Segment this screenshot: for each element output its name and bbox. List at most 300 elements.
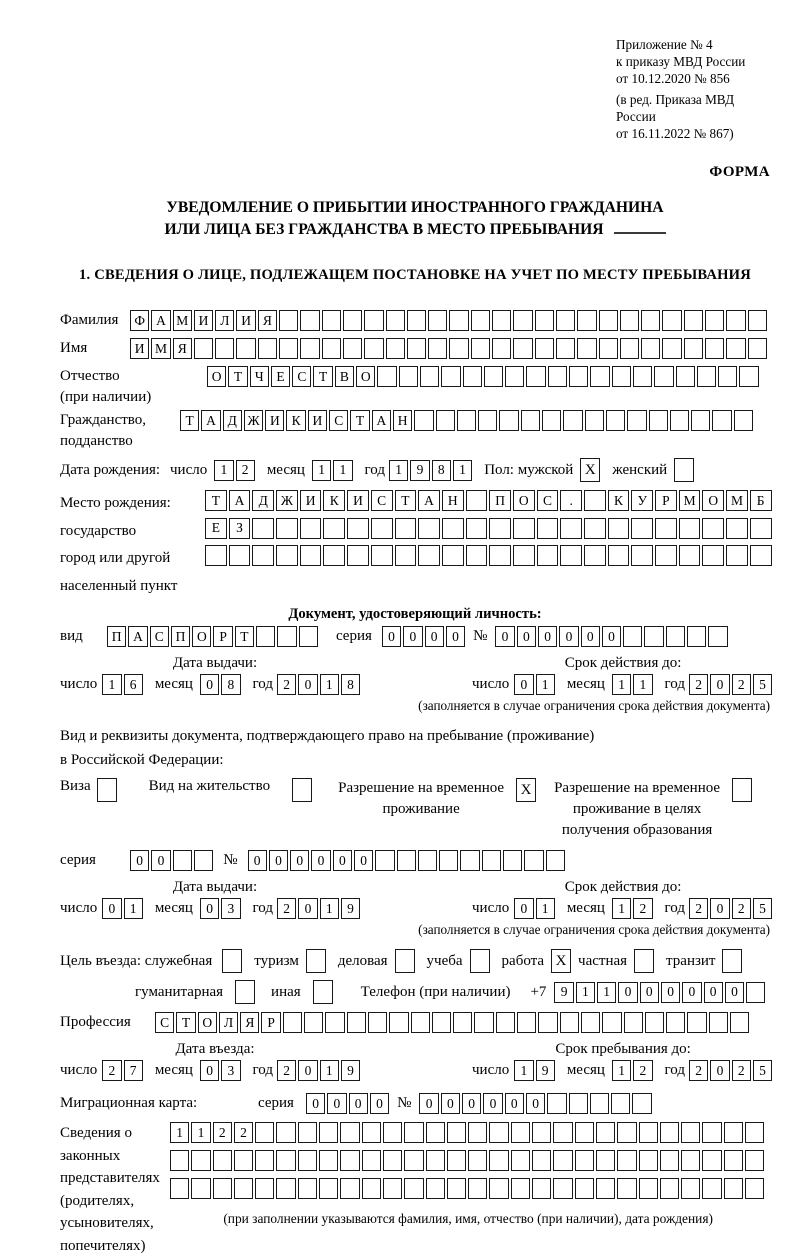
char-cell[interactable]: 6 xyxy=(124,674,143,695)
char-cell[interactable]: 0 xyxy=(298,898,317,919)
checkbox-cell[interactable]: X xyxy=(516,778,536,802)
char-cell[interactable] xyxy=(371,545,393,566)
char-cell[interactable]: И xyxy=(130,338,149,359)
char-cell[interactable] xyxy=(537,518,559,539)
char-cell[interactable] xyxy=(730,1012,749,1033)
char-cell[interactable]: Я xyxy=(173,338,192,359)
char-cell[interactable] xyxy=(697,366,716,387)
char-cell[interactable] xyxy=(319,1122,338,1143)
char-cell[interactable] xyxy=(745,1178,764,1199)
char-cell[interactable]: 1 xyxy=(320,898,339,919)
char-cell[interactable] xyxy=(702,1178,721,1199)
char-cell[interactable] xyxy=(255,1178,274,1199)
char-cell[interactable]: С xyxy=(150,626,169,647)
phone-cells[interactable] xyxy=(554,982,767,1003)
char-cell[interactable] xyxy=(584,518,606,539)
purpose-private-checkbox[interactable] xyxy=(634,949,656,973)
char-cell[interactable] xyxy=(660,1178,679,1199)
char-cell[interactable]: 0 xyxy=(462,1093,481,1114)
char-cell[interactable]: Р xyxy=(213,626,232,647)
char-cell[interactable] xyxy=(691,410,710,431)
checkbox-cell[interactable] xyxy=(634,949,654,973)
char-cell[interactable] xyxy=(304,1012,323,1033)
char-cell[interactable] xyxy=(612,366,631,387)
char-cell[interactable] xyxy=(548,366,567,387)
char-cell[interactable]: П xyxy=(171,626,190,647)
firstname-cells[interactable] xyxy=(130,338,769,359)
char-cell[interactable]: 2 xyxy=(732,674,751,695)
char-cell[interactable] xyxy=(608,545,630,566)
char-cell[interactable] xyxy=(702,545,724,566)
checkbox-cell[interactable] xyxy=(292,778,312,802)
char-cell[interactable] xyxy=(602,1012,621,1033)
char-cell[interactable] xyxy=(468,1178,487,1199)
checkbox-cell[interactable] xyxy=(222,949,242,973)
char-cell[interactable]: И xyxy=(308,410,327,431)
char-cell[interactable] xyxy=(170,1178,189,1199)
char-cell[interactable] xyxy=(389,1012,408,1033)
char-cell[interactable] xyxy=(599,310,618,331)
char-cell[interactable] xyxy=(407,338,426,359)
char-cell[interactable] xyxy=(418,518,440,539)
char-cell[interactable]: 0 xyxy=(349,1093,368,1114)
checkbox-cell[interactable] xyxy=(313,980,333,1004)
char-cell[interactable] xyxy=(252,545,274,566)
char-cell[interactable] xyxy=(471,310,490,331)
doc-valid-day-cells[interactable] xyxy=(514,674,557,695)
char-cell[interactable]: Р xyxy=(261,1012,280,1033)
char-cell[interactable]: П xyxy=(107,626,126,647)
char-cell[interactable] xyxy=(503,850,522,871)
char-cell[interactable] xyxy=(662,338,681,359)
char-cell[interactable]: 1 xyxy=(612,1060,631,1081)
char-cell[interactable]: 0 xyxy=(269,850,288,871)
char-cell[interactable] xyxy=(319,1178,338,1199)
char-cell[interactable]: 0 xyxy=(298,674,317,695)
char-cell[interactable] xyxy=(399,366,418,387)
char-cell[interactable] xyxy=(347,545,369,566)
doc-kind-cells[interactable] xyxy=(107,626,320,647)
char-cell[interactable]: 1 xyxy=(320,1060,339,1081)
char-cell[interactable] xyxy=(633,366,652,387)
char-cell[interactable] xyxy=(596,1150,615,1171)
purpose-business-checkbox[interactable] xyxy=(395,949,417,973)
char-cell[interactable] xyxy=(679,518,701,539)
char-cell[interactable] xyxy=(420,366,439,387)
char-cell[interactable]: 2 xyxy=(277,898,296,919)
doc-valid-year-cells[interactable] xyxy=(689,674,774,695)
char-cell[interactable]: 0 xyxy=(483,1093,502,1114)
char-cell[interactable] xyxy=(215,338,234,359)
char-cell[interactable]: 0 xyxy=(151,850,170,871)
char-cell[interactable] xyxy=(679,545,701,566)
char-cell[interactable] xyxy=(428,338,447,359)
birth-day-cells[interactable] xyxy=(214,460,257,481)
temp-residence-checkbox[interactable] xyxy=(516,778,538,802)
char-cell[interactable] xyxy=(546,850,565,871)
char-cell[interactable]: 0 xyxy=(298,1060,317,1081)
char-cell[interactable] xyxy=(234,1150,253,1171)
char-cell[interactable]: С xyxy=(155,1012,174,1033)
char-cell[interactable]: П xyxy=(489,490,511,511)
char-cell[interactable] xyxy=(739,366,758,387)
char-cell[interactable]: 2 xyxy=(102,1060,121,1081)
char-cell[interactable] xyxy=(170,1150,189,1171)
char-cell[interactable]: 2 xyxy=(633,1060,652,1081)
char-cell[interactable] xyxy=(277,626,296,647)
char-cell[interactable] xyxy=(364,338,383,359)
char-cell[interactable]: К xyxy=(323,490,345,511)
doc-issue-year-cells[interactable] xyxy=(277,674,362,695)
char-cell[interactable] xyxy=(624,1012,643,1033)
char-cell[interactable] xyxy=(724,1122,743,1143)
char-cell[interactable]: М xyxy=(151,338,170,359)
char-cell[interactable] xyxy=(524,850,543,871)
char-cell[interactable] xyxy=(466,545,488,566)
char-cell[interactable] xyxy=(537,545,559,566)
char-cell[interactable]: 0 xyxy=(248,850,267,871)
char-cell[interactable]: Е xyxy=(271,366,290,387)
char-cell[interactable] xyxy=(660,1150,679,1171)
representatives-cells-row1[interactable] xyxy=(170,1122,766,1143)
char-cell[interactable] xyxy=(377,366,396,387)
char-cell[interactable] xyxy=(581,1012,600,1033)
char-cell[interactable] xyxy=(255,1122,274,1143)
char-cell[interactable]: М xyxy=(679,490,701,511)
char-cell[interactable] xyxy=(414,410,433,431)
char-cell[interactable]: И xyxy=(265,410,284,431)
char-cell[interactable]: Т xyxy=(180,410,199,431)
char-cell[interactable] xyxy=(563,410,582,431)
char-cell[interactable] xyxy=(383,1178,402,1199)
char-cell[interactable] xyxy=(229,545,251,566)
char-cell[interactable] xyxy=(449,338,468,359)
char-cell[interactable]: С xyxy=(292,366,311,387)
char-cell[interactable] xyxy=(173,850,192,871)
char-cell[interactable] xyxy=(298,1178,317,1199)
char-cell[interactable] xyxy=(325,1012,344,1033)
char-cell[interactable] xyxy=(617,1122,636,1143)
char-cell[interactable] xyxy=(684,338,703,359)
doc-series-cells[interactable] xyxy=(382,626,467,647)
char-cell[interactable] xyxy=(205,545,227,566)
char-cell[interactable] xyxy=(191,1178,210,1199)
char-cell[interactable]: К xyxy=(608,490,630,511)
char-cell[interactable]: З xyxy=(229,518,251,539)
char-cell[interactable]: И xyxy=(300,490,322,511)
char-cell[interactable] xyxy=(496,1012,515,1033)
char-cell[interactable]: О xyxy=(198,1012,217,1033)
char-cell[interactable] xyxy=(547,1093,566,1114)
char-cell[interactable] xyxy=(620,338,639,359)
char-cell[interactable] xyxy=(726,518,748,539)
char-cell[interactable] xyxy=(750,545,772,566)
char-cell[interactable] xyxy=(276,1122,295,1143)
char-cell[interactable] xyxy=(468,1150,487,1171)
char-cell[interactable]: 2 xyxy=(633,898,652,919)
char-cell[interactable] xyxy=(517,1012,536,1033)
char-cell[interactable] xyxy=(585,410,604,431)
char-cell[interactable] xyxy=(575,1150,594,1171)
char-cell[interactable]: 1 xyxy=(536,898,555,919)
char-cell[interactable] xyxy=(611,1093,630,1114)
char-cell[interactable] xyxy=(748,338,767,359)
char-cell[interactable]: 0 xyxy=(661,982,680,1003)
char-cell[interactable]: 0 xyxy=(290,850,309,871)
char-cell[interactable] xyxy=(655,518,677,539)
char-cell[interactable]: 1 xyxy=(597,982,616,1003)
char-cell[interactable]: А xyxy=(128,626,147,647)
surname-cells[interactable] xyxy=(130,310,769,331)
stay-year-cells[interactable] xyxy=(689,1060,774,1081)
char-cell[interactable]: 0 xyxy=(446,626,465,647)
char-cell[interactable]: 0 xyxy=(306,1093,325,1114)
char-cell[interactable] xyxy=(276,1150,295,1171)
char-cell[interactable]: М xyxy=(726,490,748,511)
char-cell[interactable]: Т xyxy=(176,1012,195,1033)
char-cell[interactable] xyxy=(371,518,393,539)
char-cell[interactable]: А xyxy=(201,410,220,431)
char-cell[interactable]: 0 xyxy=(710,898,729,919)
char-cell[interactable] xyxy=(375,850,394,871)
char-cell[interactable] xyxy=(436,410,455,431)
char-cell[interactable] xyxy=(300,338,319,359)
checkbox-cell[interactable] xyxy=(97,778,117,802)
char-cell[interactable] xyxy=(649,410,668,431)
char-cell[interactable] xyxy=(617,1178,636,1199)
char-cell[interactable] xyxy=(347,518,369,539)
migcard-series-cells[interactable] xyxy=(306,1093,391,1114)
char-cell[interactable] xyxy=(556,338,575,359)
char-cell[interactable]: 2 xyxy=(234,1122,253,1143)
char-cell[interactable]: 0 xyxy=(526,1093,545,1114)
char-cell[interactable] xyxy=(746,982,765,1003)
char-cell[interactable]: 0 xyxy=(602,626,621,647)
char-cell[interactable]: 0 xyxy=(200,898,219,919)
char-cell[interactable] xyxy=(590,366,609,387)
char-cell[interactable] xyxy=(279,338,298,359)
char-cell[interactable] xyxy=(513,310,532,331)
char-cell[interactable] xyxy=(447,1150,466,1171)
char-cell[interactable] xyxy=(252,518,274,539)
checkbox-cell[interactable] xyxy=(722,949,742,973)
char-cell[interactable]: Ф xyxy=(130,310,149,331)
char-cell[interactable]: Д xyxy=(223,410,242,431)
char-cell[interactable] xyxy=(745,1150,764,1171)
char-cell[interactable] xyxy=(279,310,298,331)
temp-residence-edu-checkbox[interactable] xyxy=(732,778,754,802)
char-cell[interactable] xyxy=(404,1178,423,1199)
char-cell[interactable] xyxy=(426,1178,445,1199)
char-cell[interactable] xyxy=(513,545,535,566)
char-cell[interactable] xyxy=(299,626,318,647)
char-cell[interactable]: 9 xyxy=(410,460,429,481)
sex-female-checkbox[interactable] xyxy=(674,458,696,482)
visa-checkbox[interactable] xyxy=(97,778,119,802)
char-cell[interactable]: 0 xyxy=(581,626,600,647)
char-cell[interactable] xyxy=(418,850,437,871)
char-cell[interactable]: 1 xyxy=(536,674,555,695)
doc-issue-month-cells[interactable] xyxy=(200,674,243,695)
checkbox-cell[interactable] xyxy=(732,778,752,802)
char-cell[interactable]: 0 xyxy=(618,982,637,1003)
char-cell[interactable]: О xyxy=(207,366,226,387)
permit-valid-month-cells[interactable] xyxy=(612,898,655,919)
char-cell[interactable]: 2 xyxy=(689,674,708,695)
char-cell[interactable] xyxy=(590,1093,609,1114)
char-cell[interactable] xyxy=(702,518,724,539)
char-cell[interactable] xyxy=(368,1012,387,1033)
permit-series-cells[interactable] xyxy=(130,850,215,871)
char-cell[interactable] xyxy=(606,410,625,431)
char-cell[interactable] xyxy=(569,366,588,387)
char-cell[interactable] xyxy=(560,518,582,539)
char-cell[interactable]: 0 xyxy=(514,674,533,695)
char-cell[interactable]: 0 xyxy=(441,1093,460,1114)
char-cell[interactable]: 0 xyxy=(327,1093,346,1114)
char-cell[interactable] xyxy=(256,626,275,647)
char-cell[interactable]: 0 xyxy=(538,626,557,647)
char-cell[interactable]: 0 xyxy=(102,898,121,919)
char-cell[interactable] xyxy=(532,1178,551,1199)
checkbox-cell[interactable]: X xyxy=(551,949,571,973)
char-cell[interactable] xyxy=(705,310,724,331)
char-cell[interactable]: . xyxy=(560,490,582,511)
char-cell[interactable] xyxy=(632,1093,651,1114)
char-cell[interactable] xyxy=(191,1150,210,1171)
char-cell[interactable]: Л xyxy=(215,310,234,331)
char-cell[interactable] xyxy=(298,1122,317,1143)
char-cell[interactable]: 0 xyxy=(710,1060,729,1081)
char-cell[interactable]: 0 xyxy=(425,626,444,647)
char-cell[interactable] xyxy=(596,1122,615,1143)
char-cell[interactable]: 3 xyxy=(221,1060,240,1081)
entry-month-cells[interactable] xyxy=(200,1060,243,1081)
char-cell[interactable] xyxy=(298,1150,317,1171)
char-cell[interactable] xyxy=(596,1178,615,1199)
char-cell[interactable] xyxy=(569,1093,588,1114)
char-cell[interactable] xyxy=(236,338,255,359)
char-cell[interactable]: 1 xyxy=(312,460,331,481)
char-cell[interactable]: 8 xyxy=(432,460,451,481)
char-cell[interactable] xyxy=(395,518,417,539)
char-cell[interactable] xyxy=(474,1012,493,1033)
char-cell[interactable]: Т xyxy=(395,490,417,511)
char-cell[interactable] xyxy=(676,366,695,387)
char-cell[interactable] xyxy=(662,310,681,331)
char-cell[interactable] xyxy=(654,366,673,387)
checkbox-cell[interactable]: X xyxy=(580,458,600,482)
char-cell[interactable] xyxy=(726,545,748,566)
char-cell[interactable]: 0 xyxy=(419,1093,438,1114)
char-cell[interactable]: 9 xyxy=(341,1060,360,1081)
char-cell[interactable]: И xyxy=(194,310,213,331)
char-cell[interactable]: О xyxy=(356,366,375,387)
char-cell[interactable] xyxy=(383,1122,402,1143)
char-cell[interactable] xyxy=(447,1122,466,1143)
char-cell[interactable]: 0 xyxy=(725,982,744,1003)
char-cell[interactable] xyxy=(511,1150,530,1171)
char-cell[interactable] xyxy=(577,338,596,359)
char-cell[interactable] xyxy=(343,338,362,359)
char-cell[interactable] xyxy=(362,1122,381,1143)
char-cell[interactable]: 1 xyxy=(191,1122,210,1143)
char-cell[interactable] xyxy=(553,1178,572,1199)
char-cell[interactable]: Б xyxy=(750,490,772,511)
char-cell[interactable] xyxy=(660,1122,679,1143)
char-cell[interactable] xyxy=(705,338,724,359)
char-cell[interactable]: 3 xyxy=(221,898,240,919)
citizenship-cells[interactable] xyxy=(180,410,755,431)
checkbox-cell[interactable] xyxy=(306,949,326,973)
checkbox-cell[interactable] xyxy=(470,949,490,973)
char-cell[interactable] xyxy=(471,338,490,359)
char-cell[interactable]: 0 xyxy=(200,1060,219,1081)
checkbox-cell[interactable] xyxy=(235,980,255,1004)
char-cell[interactable] xyxy=(478,410,497,431)
char-cell[interactable] xyxy=(300,545,322,566)
doc-issue-day-cells[interactable] xyxy=(102,674,145,695)
birth-month-cells[interactable] xyxy=(312,460,355,481)
char-cell[interactable] xyxy=(397,850,416,871)
permit-number-cells[interactable] xyxy=(248,850,567,871)
char-cell[interactable] xyxy=(466,490,488,511)
char-cell[interactable] xyxy=(489,1122,508,1143)
char-cell[interactable] xyxy=(489,1178,508,1199)
char-cell[interactable] xyxy=(340,1122,359,1143)
purpose-study-checkbox[interactable] xyxy=(470,949,492,973)
patronymic-cells[interactable] xyxy=(207,366,761,387)
char-cell[interactable]: 2 xyxy=(277,1060,296,1081)
char-cell[interactable] xyxy=(655,545,677,566)
char-cell[interactable] xyxy=(426,1150,445,1171)
char-cell[interactable]: Т xyxy=(228,366,247,387)
char-cell[interactable]: 2 xyxy=(213,1122,232,1143)
char-cell[interactable]: 5 xyxy=(753,674,772,695)
char-cell[interactable] xyxy=(748,310,767,331)
purpose-official-checkbox[interactable] xyxy=(222,949,244,973)
checkbox-cell[interactable] xyxy=(395,949,415,973)
char-cell[interactable]: О xyxy=(192,626,211,647)
char-cell[interactable] xyxy=(620,310,639,331)
char-cell[interactable] xyxy=(577,310,596,331)
char-cell[interactable]: Т xyxy=(350,410,369,431)
char-cell[interactable] xyxy=(535,338,554,359)
permit-issue-month-cells[interactable] xyxy=(200,898,243,919)
char-cell[interactable] xyxy=(627,410,646,431)
char-cell[interactable]: 2 xyxy=(689,898,708,919)
char-cell[interactable] xyxy=(213,1178,232,1199)
char-cell[interactable] xyxy=(499,410,518,431)
char-cell[interactable] xyxy=(340,1178,359,1199)
char-cell[interactable] xyxy=(449,310,468,331)
char-cell[interactable]: 1 xyxy=(214,460,233,481)
char-cell[interactable]: 9 xyxy=(536,1060,555,1081)
char-cell[interactable]: 1 xyxy=(453,460,472,481)
permit-issue-day-cells[interactable] xyxy=(102,898,145,919)
char-cell[interactable] xyxy=(521,410,540,431)
char-cell[interactable] xyxy=(489,518,511,539)
char-cell[interactable]: И xyxy=(236,310,255,331)
char-cell[interactable] xyxy=(726,310,745,331)
migcard-number-cells[interactable] xyxy=(419,1093,653,1114)
char-cell[interactable]: С xyxy=(371,490,393,511)
char-cell[interactable] xyxy=(556,310,575,331)
char-cell[interactable] xyxy=(575,1122,594,1143)
char-cell[interactable] xyxy=(681,1150,700,1171)
char-cell[interactable]: 1 xyxy=(389,460,408,481)
doc-number-cells[interactable] xyxy=(495,626,729,647)
